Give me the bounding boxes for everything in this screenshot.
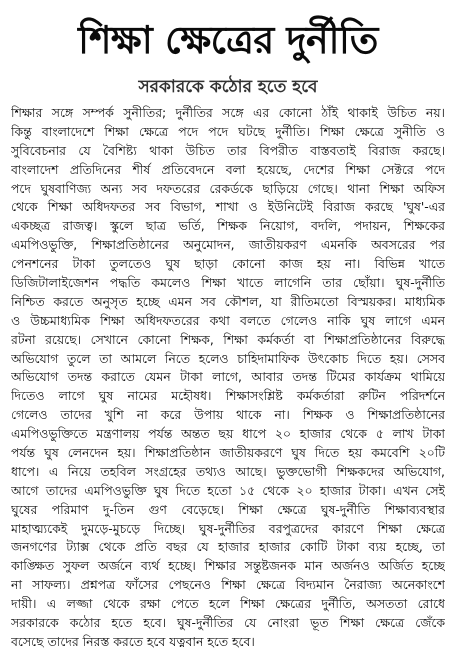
article-line: বসেছে তাদের নিরস্ত করতে হবে যত্নবান হতে হবে। — [11, 633, 255, 649]
article-line: কাঙ্ক্ষিত সুফল অর্জনে ব্যর্থ হচ্ছে। শিক্ষার সন্তুষ্টজনক মান অর্জনও অর্জিত হচ্ছে — [11, 558, 445, 574]
article-line: রটনা রয়েছে। সেখানে কোনো শিক্ষক, শিক্ষা কর্মকর্তা বা শিক্ষাপ্রতিষ্ঠানের বিরুদ্ধে — [11, 331, 445, 347]
article-line: ও উচ্চমাধ্যমিক শিক্ষা অধিদফতরের কথা বলতে গেলেও নাকি ঘুষ লাগে এমন — [11, 312, 445, 328]
article-subheadline: সরকারকে কঠোর হতে হবে — [138, 77, 318, 97]
article-line: দায়ী। এ লজ্জা থেকে রক্ষা পেতে হলে শিক্ষা ক্ষেত্রের দুর্নীতি, অসততা রোধে — [11, 596, 445, 612]
article-line: এমপিওভুক্তি, শিক্ষাপ্রতিষ্ঠানের অনুমোদন, জাতীয়করণ এমনকি অবসরের পর — [11, 237, 445, 253]
article-line: অভিযোগ তুলে তা আমলে নিতে হলেও চাহিদামাফিক উৎকোচ দিতে হয়। সেসব — [11, 350, 445, 366]
article-line: ঘুষের পরিমাণ দু-তিন গুণ বেড়েছে। শিক্ষা ক্ষেত্রে ঘুষ-দুর্নীতি শিক্ষাব্যবস্থার — [11, 501, 445, 517]
article-line: কিন্তু বাংলাদেশে শিক্ষা ক্ষেত্রে পদে পদে ঘটছে দুর্নীতি। শিক্ষা ক্ষেত্রে সুনীতি ও — [11, 123, 445, 139]
article-line: পেনশনের টাকা তুলতেও ঘুষ ছাড়া কোনো কাজ হয় না। বিভিন্ন খাতে — [11, 256, 445, 272]
article-line: দিতেও লাগে ঘুষ নামের মহৌষধ। শিক্ষাসংশ্লিষ্ট কর্মকর্তারা রুটিন পরিদর্শনে — [11, 388, 445, 404]
article-line: না সাফল্য। প্রশ্নপত্র ফাঁসের পেছনেও শিক্ষা ক্ষেত্রে বিদ্যমান নৈরাজ্য অনেকাংশে — [11, 577, 445, 593]
article-line: একচ্ছত্র রাজত্ব। স্কুলে ছাত্র ভর্তি, শিক্ষক নিয়োগ, বদলি, পদায়ন, শিক্ষকের — [11, 218, 445, 234]
article-line: সরকারকে কঠোর হতে হবে। ঘুষ-দুর্নীতির যে নোংরা ভূত শিক্ষা ক্ষেত্রে জেঁকে — [11, 615, 445, 631]
article-line: বাংলাদেশ প্রতিদিনের শীর্ষ প্রতিবেদনে বলা হয়েছে, দেশের শিক্ষা সেক্টরে পদে — [11, 161, 445, 177]
article-line: মাহাত্ম্যকেই দুমড়ে-মুচড়ে দিচ্ছে। ঘুষ-দুর্নীতির বরপুত্রদের কারণে শিক্ষা ক্ষেত্রে — [11, 520, 445, 536]
article-line: পর্যন্ত ঘুষ লেনদেন হয়। শিক্ষাপ্রতিষ্ঠান জাতীয়করণে ঘুষ দিতে হয় কমবেশি ২০টি — [11, 445, 445, 461]
article-line: থেকে শিক্ষা অধিদফতর সব বিভাগ, শাখা ও ইউনিটেই বিরাজ করছে 'ঘুষ'-এর — [11, 199, 445, 215]
top-cropped-strip — [0, 0, 456, 10]
article-line: এমপিওভুক্তিতে মন্ত্রণালয় পর্যন্ত অন্তত ছয় ধাপে ২০ হাজার থেকে ৫ লাখ টাকা — [11, 426, 445, 442]
article-line: অভিযোগ তদন্ত করাতে যেমন টাকা লাগে, আবার তদন্ত টিমের কার্যক্রম থামিয়ে — [11, 369, 445, 385]
article-line: আগে তাদের এমপিওভুক্তি ঘুষ দিতে হতো ১৫ থেকে ২০ হাজার টাকা। এখন সেই — [11, 482, 445, 498]
article-line: গেলেও তাদের খুশি না করে উপায় থাকে না। শিক্ষক ও শিক্ষাপ্রতিষ্ঠানের — [11, 407, 445, 423]
article-headline: শিক্ষা ক্ষেত্রের দুর্নীতি — [78, 18, 378, 62]
article-line: শিক্ষার সঙ্গে সম্পর্ক সুনীতির; দুর্নীতির সঙ্গে এর কোনো ঠাঁই থাকাই উচিত নয়। — [11, 105, 445, 120]
article-line: ধাপে। এ নিয়ে তহবিল সংগ্রহের তথ্যও আছে। ভুক্তভোগী শিক্ষকদের অভিযোগ, — [11, 463, 445, 479]
article-line: পদে ঘুষবাণিজ্য অন্য সব দফতরের রেকর্ডকে ছাড়িয়ে গেছে। থানা শিক্ষা অফিস — [11, 180, 445, 196]
article-line: নিশ্চিত করতে অনুসৃত হচ্ছে এমন সব কৌশল, যা রীতিমতো বিস্ময়কর। মাধ্যমিক — [11, 293, 445, 309]
article-line: ডিজিটালাইজেশন পদ্ধতি কমলেও শিক্ষা খাতে লাগেনি তার ছোঁয়া। ঘুষ-দুর্নীতি — [11, 275, 445, 291]
article-line: সুবিবেচনার যে বৈশিষ্ট্য থাকা উচিত তার বিপরীত বাস্তবতাই বিরাজ করছে। — [11, 142, 445, 158]
article-body — [0, 104, 456, 652]
article-line: জনগণের ট্যাক্স থেকে প্রতি বছর যে হাজার হাজার কোটি টাকা ব্যয় হচ্ছে, তা — [11, 539, 445, 555]
